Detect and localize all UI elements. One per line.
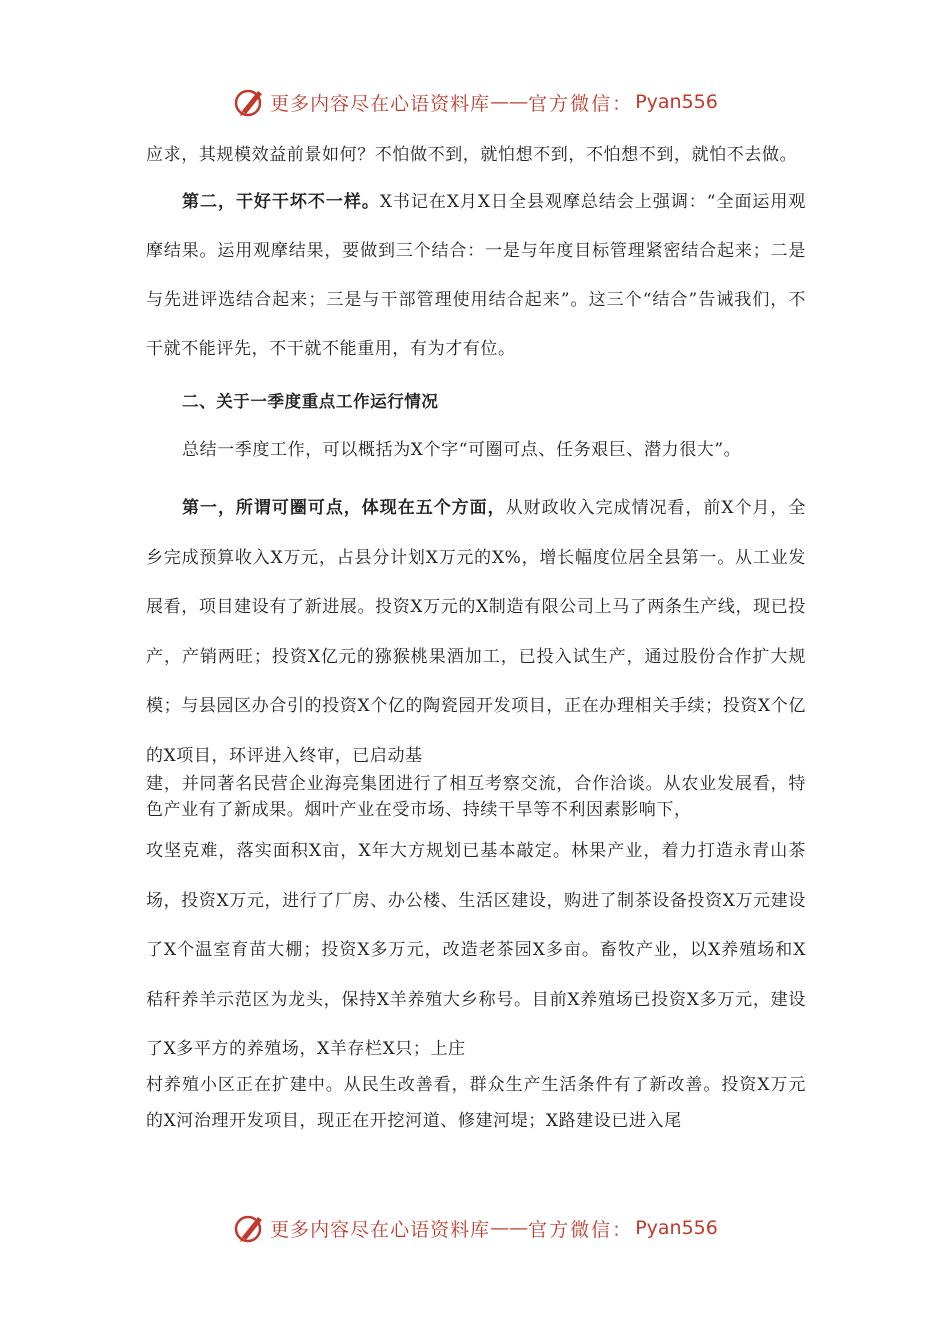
banner-wechat-label: 官方微信：	[528, 92, 634, 115]
paragraph-4c: 攻坚克难，落实面积X亩，X年大方规划已基本敲定。林果产业，着力打造永青山茶场，投资X万元，进行了厂房、办公楼、生活区建设，购进了制茶设备投资X万元建设了X个温室育苗大棚；投资X多万元，改造老茶园X多亩。畜牧产业，以X养殖场和X秸秆养羊示范区为龙头，保持X羊养殖大乡称号。目前X养殖场已投资X多万元，建设了X多平方的养殖场，X羊存栏X只；上庄	[146, 841, 806, 1059]
banner-wechat-label: 官方微信：	[528, 1218, 634, 1241]
banner-wechat-id: Pyan556	[635, 1217, 718, 1239]
paragraph-2-text: X书记在X月X日全县观摩总结会上强调：“全面运用观摩结果。运用观摩结果，要做到三个结合：一是与年度目标管理紧密结合起来；二是与先进评选结合起来；三是与干部管理使用结合起来”。这三个“结合”告诫我们，不干就不能评先，不干就不能重用，有为才有位。	[146, 192, 806, 359]
section-heading: 二、关于一季度重点工作运行情况	[182, 392, 439, 411]
document-body	[146, 138, 806, 1139]
paragraph-4b: 建，并同著名民营企业海亮集团进行了相互考察交流，合作洽谈。从农业发展看，特色产业有了新成果。烟叶产业在受市场、持续干旱等不利因素影响下，	[146, 774, 806, 820]
banner-wechat-id: Pyan556	[635, 91, 718, 113]
paragraph-4a	[146, 484, 806, 781]
paragraph-4-text-a: 从财政收入完成情况看，前X个月，全乡完成预算收入X万元，占县分计划X万元的X%，增长幅度位居全县第一。从工业发展看，项目建设有了新进展。投资X万元的X制造有限公司上马了两条生产线，现已投产，产销两旺；投资X亿元的猕猴桃果酒加工，已投入试生产，通过股份合作扩大规模；与县园区办合引的投资X个亿的陶瓷园开发项目，正在办理相关手续；投资X个亿的X项目，环评进入终审，已启动基	[146, 498, 806, 766]
banner-text: 更多内容尽在心语资料库	[270, 92, 491, 115]
banner-separator: ——	[490, 1217, 529, 1239]
banner-separator: ——	[490, 91, 529, 113]
banner-text: 更多内容尽在心语资料库	[270, 1218, 491, 1241]
paragraph-4d: 村养殖小区正在扩建中。从民生改善看，群众生产生活条件有了新改善。投资X万元的X河治理开发项目，现正在开挖河道、修建河堤；X路建设已进入尾	[146, 1074, 806, 1131]
pen-logo-icon	[232, 1211, 266, 1245]
paragraph-4-lead: 第一，所谓可圈可点，体现在五个方面，	[182, 498, 506, 518]
footer-banner	[0, 1208, 950, 1248]
paragraph-2	[146, 178, 806, 374]
paragraph-1: 应求，其规模效益前景如何？不怕做不到，就怕想不到，不怕想不到，就怕不去做。	[146, 145, 798, 165]
paragraph-3: 总结一季度工作，可以概括为X个字“可圈可点、任务艰巨、潜力很大”。	[182, 440, 742, 460]
pen-logo-icon	[232, 85, 266, 119]
paragraph-2-lead: 第二，干好干坏不一样。	[182, 192, 380, 212]
header-banner	[0, 82, 950, 122]
